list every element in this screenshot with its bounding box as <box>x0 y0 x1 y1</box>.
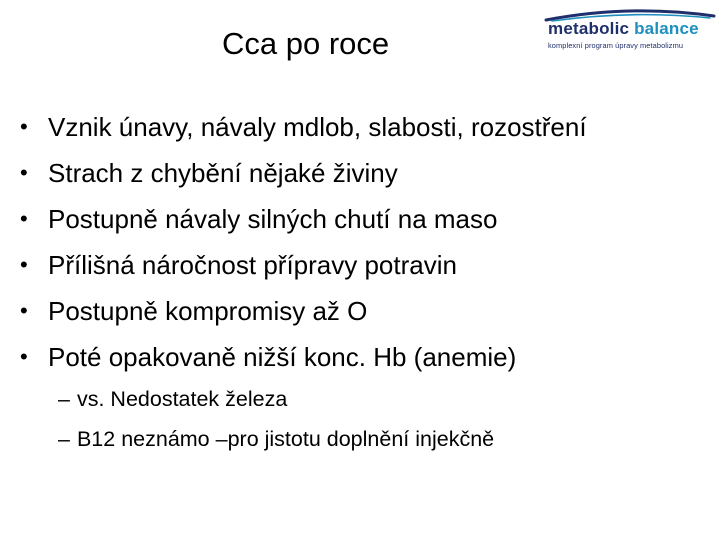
sub-bullet-list <box>58 379 494 459</box>
logo-tagline: komplexní program úpravy metabolizmu <box>548 41 684 50</box>
logo-word-metabolic: metabolic <box>548 19 630 38</box>
logo-word-balance: balance <box>634 19 699 38</box>
bullet-marker: • <box>20 160 28 185</box>
bullet-item <box>20 334 587 380</box>
slide-title: Cca po roce <box>222 26 390 61</box>
bullet-marker: • <box>20 344 28 369</box>
bullet-item <box>20 104 587 150</box>
bullet-marker: • <box>20 252 28 277</box>
bullet-item <box>20 242 587 288</box>
bullet-text: Poté opakovaně nižší konc. Hb (anemie) <box>48 342 517 372</box>
logo-wordmark <box>548 19 699 39</box>
sub-bullet-text: vs. Nedostatek železa <box>76 387 288 411</box>
sub-bullet-item <box>58 379 494 419</box>
bullet-text: Postupně kompromisy až O <box>48 296 368 326</box>
bullet-marker: • <box>20 206 28 231</box>
bullet-item <box>20 150 587 196</box>
bullet-text: Strach z chybění nějaké živiny <box>48 158 398 188</box>
bullet-marker: • <box>20 298 28 323</box>
bullet-text: Přílišná náročnost přípravy potravin <box>48 250 457 280</box>
sub-bullet-item <box>58 419 494 459</box>
bullet-text: Postupně návaly silných chutí na maso <box>48 204 498 234</box>
bullet-item <box>20 196 587 242</box>
bullet-item <box>20 288 587 334</box>
sub-bullet-text: B12 neznámo –pro jistotu doplnění injekčně <box>76 427 495 451</box>
sub-bullet-marker: – <box>58 387 70 411</box>
bullet-marker: • <box>20 114 28 139</box>
bullet-list <box>20 104 587 380</box>
sub-bullet-marker: – <box>58 427 70 451</box>
bullet-text: Vznik únavy, návaly mdlob, slabosti, rozostření <box>48 112 587 142</box>
metabolic-balance-logo <box>542 6 718 58</box>
